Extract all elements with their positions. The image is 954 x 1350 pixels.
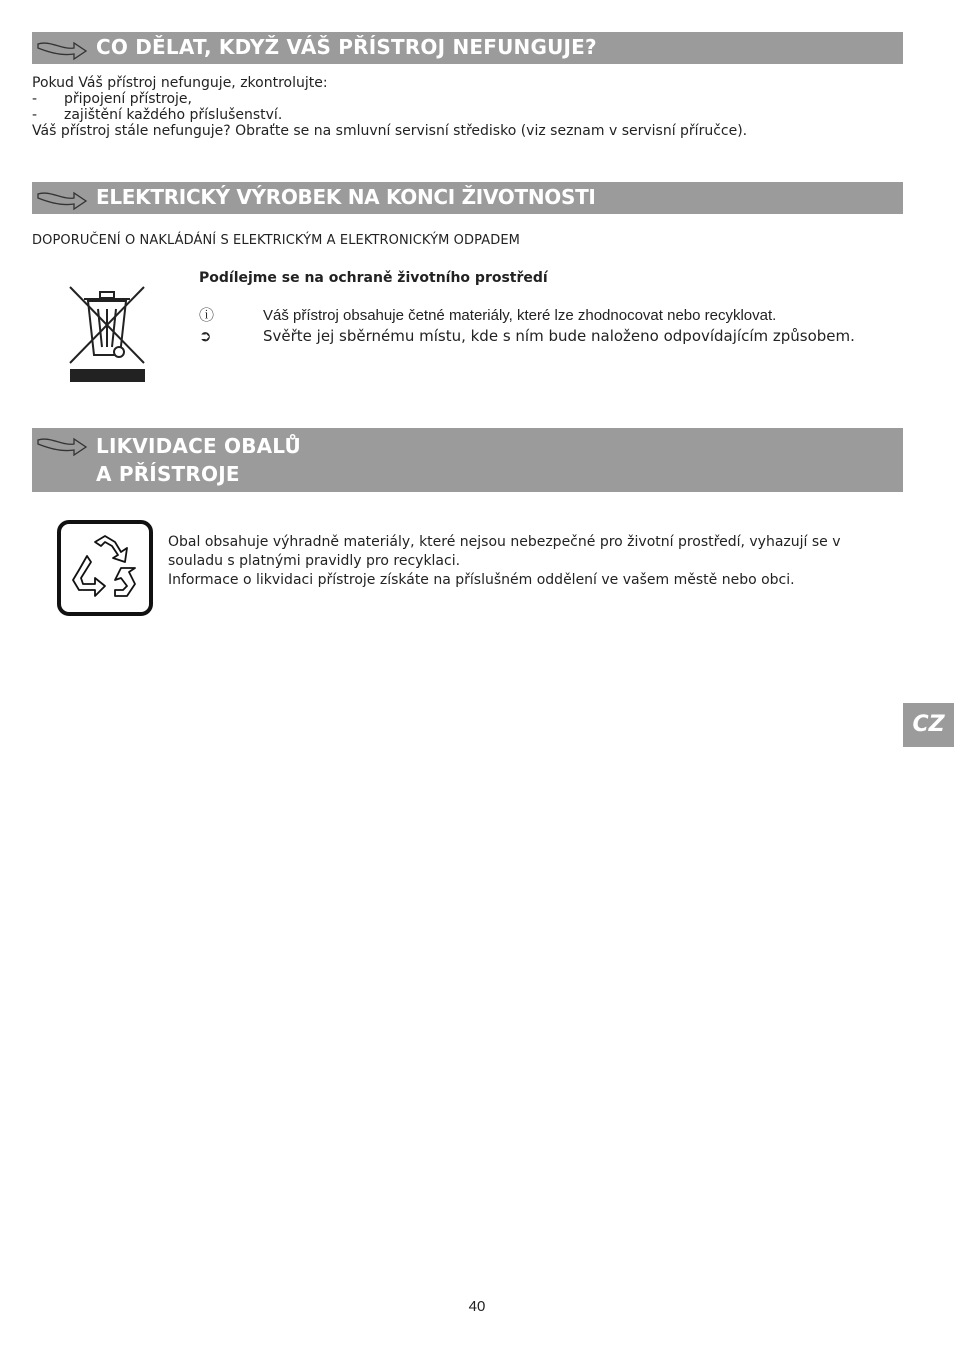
outro-line: Váš přístroj stále nefunguje? Obraťte se na smluvní servisní středisko (viz seznam v servisní příručce). — [32, 123, 748, 139]
section-header-troubleshoot — [32, 32, 903, 64]
section-header-disposal — [32, 428, 903, 492]
intro-line: Pokud Váš přístroj nefunguje, zkontrolujte: — [32, 75, 328, 91]
section-title: ELEKTRICKÝ VÝROBEK NA KONCI ŽIVOTNOSTI — [96, 185, 596, 209]
crossed-bin-icon — [66, 283, 148, 383]
section-title: LIKVIDACE OBALŮ A PŘÍSTROJE — [96, 434, 301, 486]
disposal-text — [168, 533, 868, 590]
section-header-end-of-life — [32, 182, 903, 214]
bullet-item: ➲ Svěřte jej sběrnému místu, kde s ním bude naloženo odpovídajícím způsobem. — [199, 327, 855, 345]
arrow-icon — [36, 434, 88, 458]
protect-heading: Podílejme se na ochraně životního prostředí — [199, 270, 548, 286]
arrow-bullet-icon: ➲ — [199, 327, 212, 345]
recycle-icon — [57, 520, 153, 616]
list-item: - připojení přístroje, — [32, 91, 192, 107]
arrow-icon — [36, 38, 88, 62]
section-title: CO DĚLAT, KDYŽ VÁŠ PŘÍSTROJ NEFUNGUJE? — [96, 35, 597, 59]
language-tab: CZ — [903, 703, 954, 747]
disposal-line: Informace o likvidaci přístroje získáte na příslušném oddělení ve vašem městě nebo obci. — [168, 572, 795, 588]
info-icon: ⓘ — [199, 307, 215, 324]
page-number: 40 — [468, 1298, 486, 1315]
list-item: - zajištění každého příslušenství. — [32, 107, 283, 123]
arrow-icon — [36, 188, 88, 212]
bullet-item: ⓘ Váš přístroj obsahuje četné materiály, které lze zhodnocovat nebo recyklovat. — [199, 307, 777, 324]
disposal-line: Obal obsahuje výhradně materiály, které nejsou nebezpečné pro životní prostředí, vyhazují se v souladu s platnými pravidly pro recyklaci. — [168, 534, 841, 569]
weee-subheading: DOPORUČENÍ O NAKLÁDÁNÍ S ELEKTRICKÝM A ELEKTRONICKÝM ODPADEM — [32, 233, 520, 248]
troubleshoot-text — [32, 75, 747, 139]
